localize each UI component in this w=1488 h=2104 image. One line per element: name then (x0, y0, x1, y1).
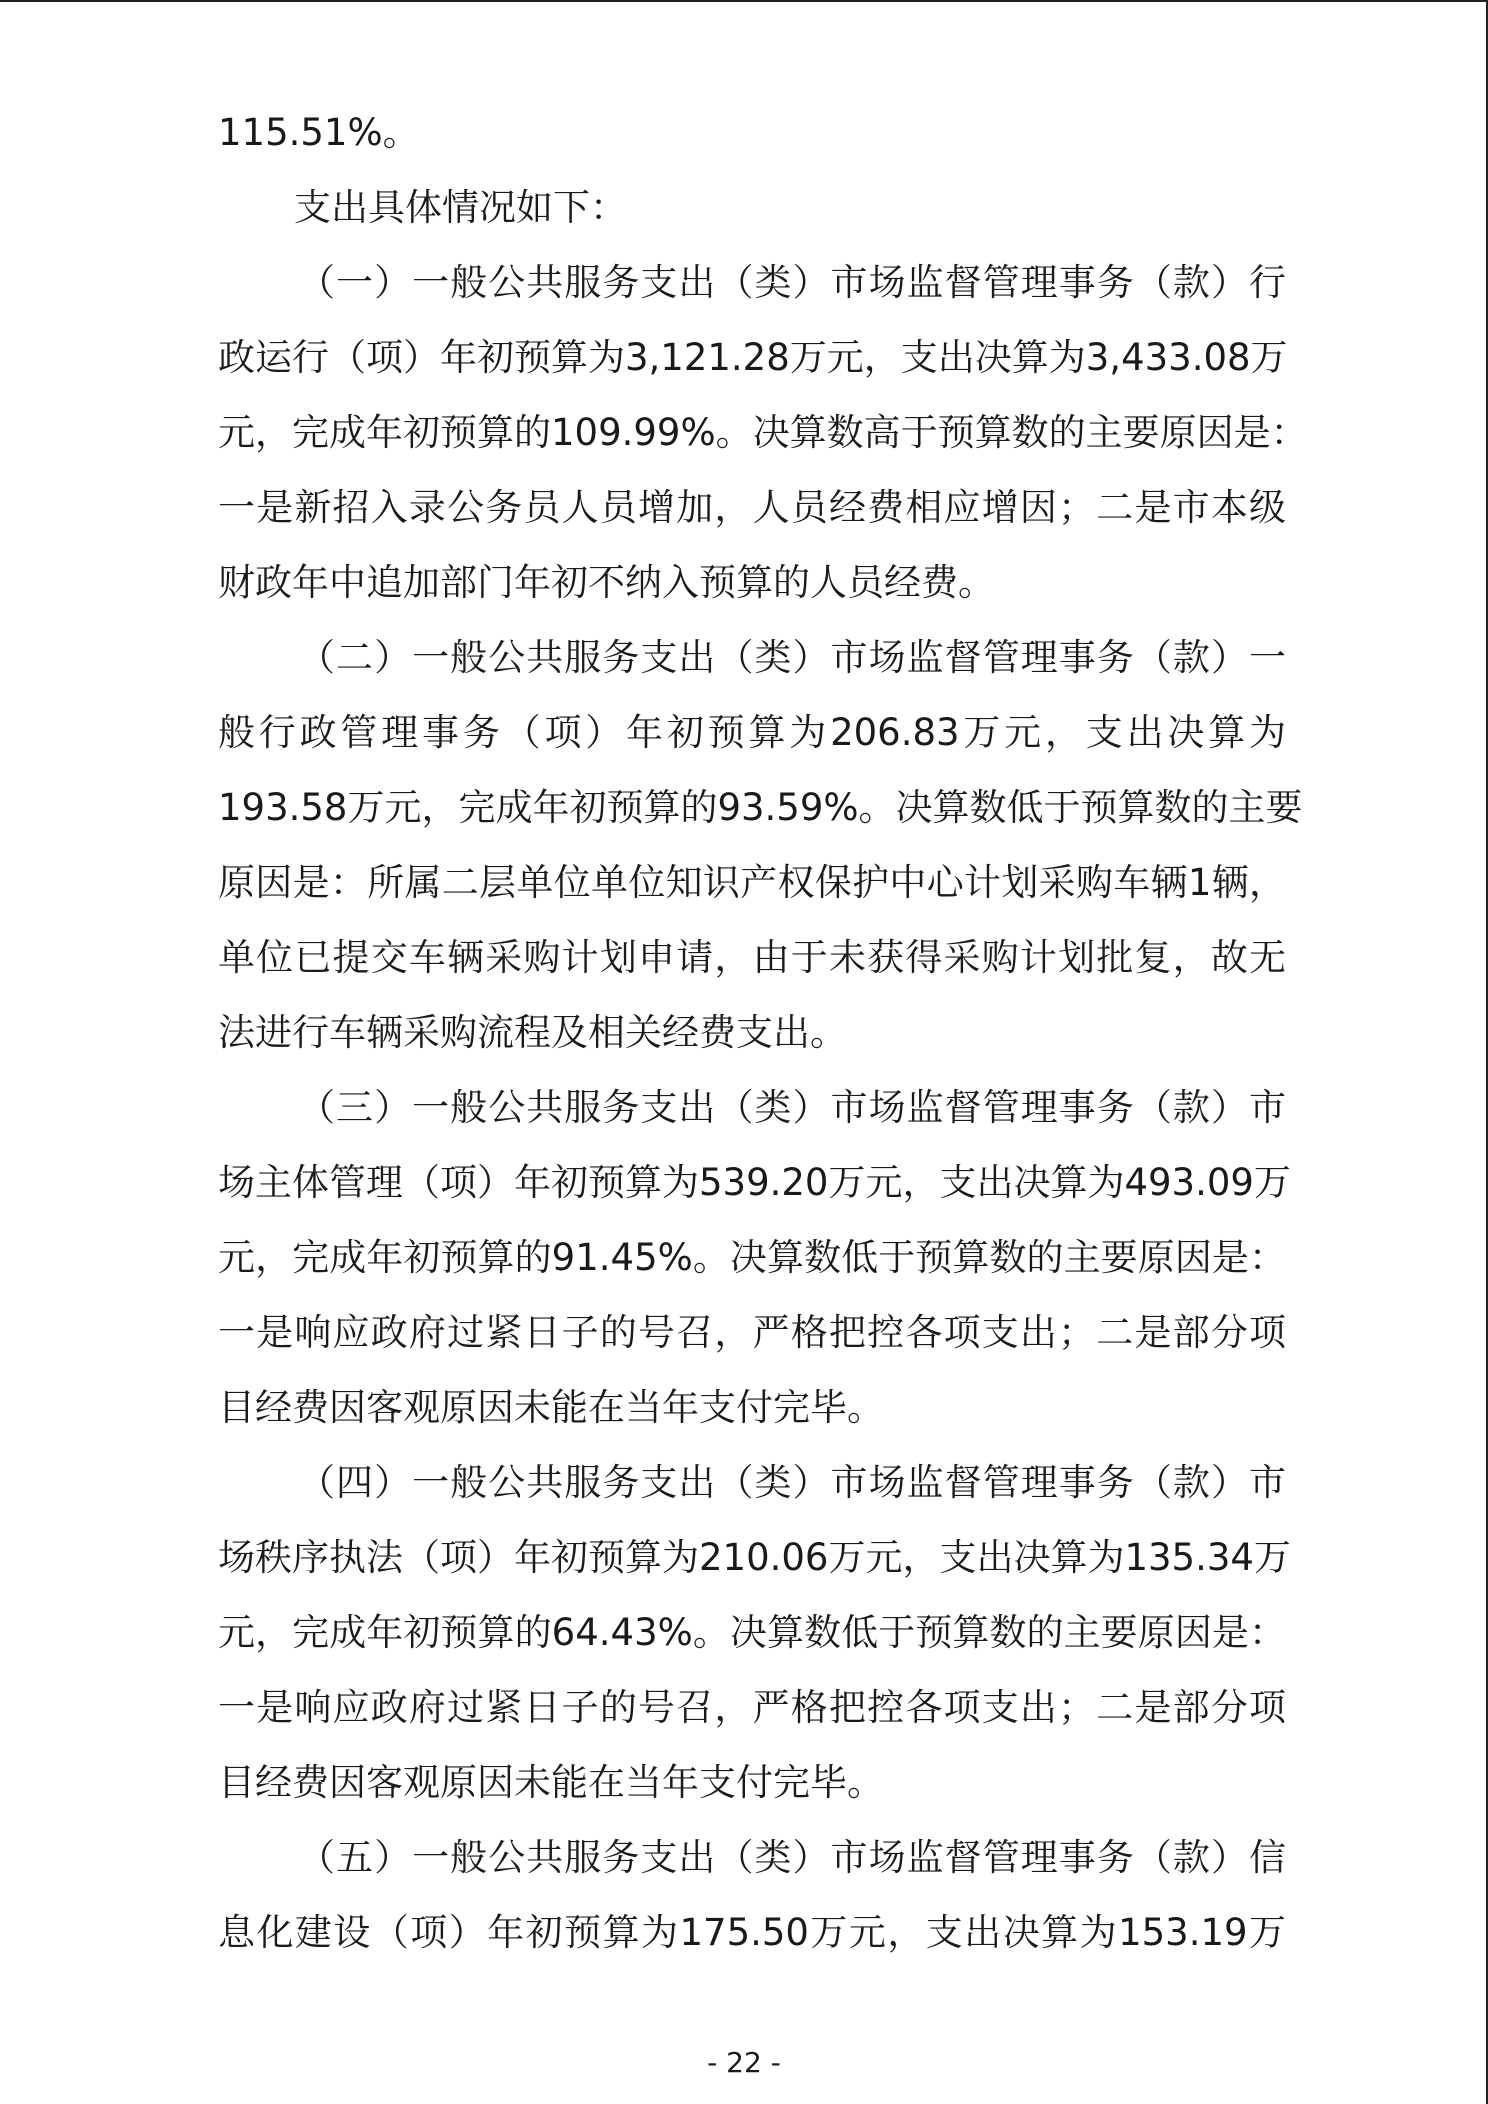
paragraph-line: 般行政管理事务（项）年初预算为206.83万元，支出决算为 (218, 711, 1286, 754)
intro-line: 115.51%。 (218, 111, 420, 154)
paragraph-line: 元，完成年初预算的91.45%。决算数低于预算数的主要原因是： (218, 1236, 1286, 1279)
section-heading: 支出具体情况如下： (294, 186, 627, 229)
paragraph-line: 法进行车辆采购流程及相关经费支出。 (218, 1011, 847, 1054)
paragraph-line: （一）一般公共服务支出（类）市场监督管理事务（款）行 (298, 261, 1286, 304)
paragraph-line: 息化建设（项）年初预算为175.50万元，支出决算为153.19万 (218, 1911, 1286, 1954)
paragraph-line: 财政年中追加部门年初不纳入预算的人员经费。 (218, 561, 995, 604)
paragraph-line: 目经费因客观原因未能在当年支付完毕。 (218, 1761, 884, 1804)
paragraph-line: 目经费因客观原因未能在当年支付完毕。 (218, 1386, 884, 1429)
paragraph-line: 单位已提交车辆采购计划申请，由于未获得采购计划批复，故无 (218, 936, 1286, 979)
paragraph-line: 场主体管理（项）年初预算为539.20万元，支出决算为493.09万 (218, 1161, 1291, 1204)
paragraph-line: （四）一般公共服务支出（类）市场监督管理事务（款）市 (298, 1461, 1286, 1504)
paragraph-line: （二）一般公共服务支出（类）市场监督管理事务（款）一 (298, 636, 1286, 679)
document-body (218, 95, 1308, 1970)
paragraph-line: 元，完成年初预算的109.99%。决算数高于预算数的主要原因是： (218, 411, 1308, 454)
paragraph-line: 元，完成年初预算的64.43%。决算数低于预算数的主要原因是： (218, 1611, 1286, 1654)
paragraph-line: 原因是：所属二层单位单位知识产权保护中心计划采购车辆1辆， (218, 861, 1286, 904)
paragraph-line: 一是响应政府过紧日子的号召，严格把控各项支出；二是部分项 (218, 1311, 1286, 1354)
paragraph-line: 193.58万元，完成年初预算的93.59%。决算数低于预算数的主要 (218, 786, 1303, 829)
paragraph-line: 政运行（项）年初预算为3,121.28万元，支出决算为3,433.08万 (218, 336, 1288, 379)
paragraph-line: （五）一般公共服务支出（类）市场监督管理事务（款）信 (298, 1836, 1286, 1879)
paragraph-line: 一是新招入录公务员人员增加，人员经费相应增因；二是市本级 (218, 486, 1286, 529)
paragraph-line: （三）一般公共服务支出（类）市场监督管理事务（款）市 (298, 1086, 1286, 1129)
paragraph-line: 场秩序执法（项）年初预算为210.06万元，支出决算为135.34万 (218, 1536, 1291, 1579)
paragraph-line: 一是响应政府过紧日子的号召，严格把控各项支出；二是部分项 (218, 1686, 1286, 1729)
page-number: - 22 - (707, 2046, 781, 2079)
